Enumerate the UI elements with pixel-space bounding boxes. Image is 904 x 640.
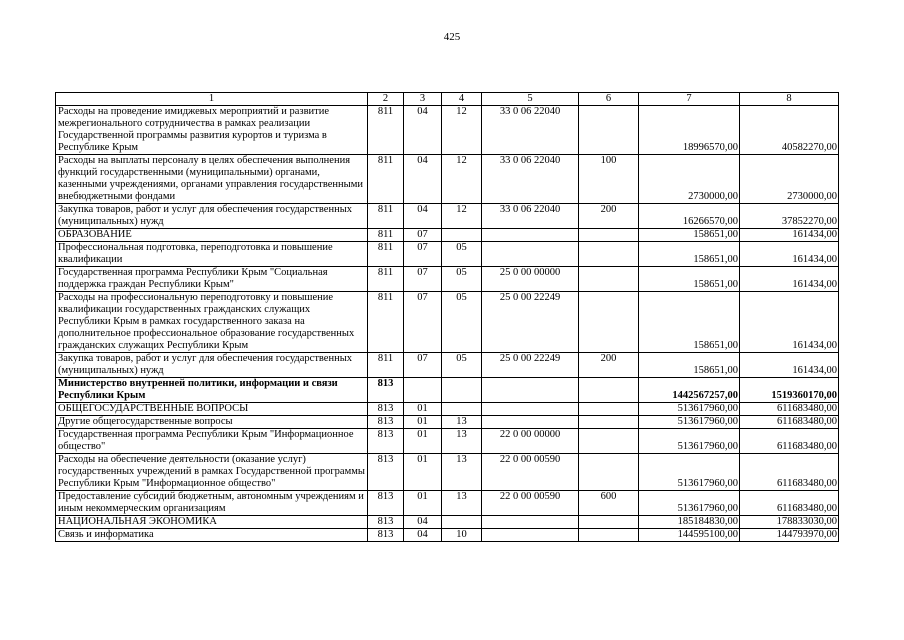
page-number: 425: [443, 31, 461, 43]
row-subsection-code: 12: [442, 204, 482, 229]
row-amount-year-1: 158651,00: [639, 229, 740, 242]
table-row: [56, 106, 839, 155]
table-row: [56, 242, 839, 267]
row-amount-year-2: 611683480,00: [740, 403, 839, 416]
row-ministry-code: 811: [368, 242, 404, 267]
row-amount-year-2: 161434,00: [740, 267, 839, 292]
row-amount-year-2: 161434,00: [740, 292, 839, 353]
row-ministry-code: 813: [368, 403, 404, 416]
row-ministry-code: 811: [368, 353, 404, 378]
row-target-article: 33 0 06 22040: [482, 204, 579, 229]
row-name: ОБЩЕГОСУДАРСТВЕННЫЕ ВОПРОСЫ: [56, 403, 368, 416]
row-name: Профессиональная подготовка, переподготовка и повышение квалификации: [56, 242, 368, 267]
row-name: Государственная программа Республики Крым "Информационное общество": [56, 429, 368, 454]
table-row: [56, 529, 839, 542]
column-header: 4: [442, 93, 482, 106]
row-amount-year-1: 513617960,00: [639, 416, 740, 429]
row-amount-year-2: 611683480,00: [740, 491, 839, 516]
row-subsection-code: 13: [442, 429, 482, 454]
row-expense-type: [579, 454, 639, 491]
row-amount-year-2: 611683480,00: [740, 429, 839, 454]
table-row: [56, 516, 839, 529]
row-name: Связь и информатика: [56, 529, 368, 542]
table-row: [56, 204, 839, 229]
row-section-code: 07: [404, 353, 442, 378]
table-row: [56, 267, 839, 292]
row-section-code: 04: [404, 204, 442, 229]
row-section-code: [404, 378, 442, 403]
row-amount-year-2: 1519360170,00: [740, 378, 839, 403]
row-subsection-code: 13: [442, 454, 482, 491]
row-amount-year-1: 18996570,00: [639, 106, 740, 155]
row-target-article: 25 0 00 22249: [482, 353, 579, 378]
column-header: 5: [482, 93, 579, 106]
row-target-article: 25 0 00 00000: [482, 267, 579, 292]
table-row: [56, 429, 839, 454]
row-section-code: 04: [404, 516, 442, 529]
row-target-article: 25 0 00 22249: [482, 292, 579, 353]
row-name: Предоставление субсидий бюджетным, автономным учреждениям и иным некоммерческим организациям: [56, 491, 368, 516]
row-section-code: 01: [404, 403, 442, 416]
row-section-code: 04: [404, 106, 442, 155]
row-subsection-code: 05: [442, 353, 482, 378]
row-ministry-code: 813: [368, 516, 404, 529]
row-amount-year-1: 158651,00: [639, 292, 740, 353]
row-expense-type: 600: [579, 491, 639, 516]
row-amount-year-2: 161434,00: [740, 353, 839, 378]
row-ministry-code: 813: [368, 429, 404, 454]
row-section-code: 07: [404, 229, 442, 242]
column-header: 6: [579, 93, 639, 106]
row-name: Другие общегосударственные вопросы: [56, 416, 368, 429]
table-row: [56, 292, 839, 353]
row-amount-year-1: 513617960,00: [639, 491, 740, 516]
row-subsection-code: 12: [442, 155, 482, 204]
row-target-article: [482, 229, 579, 242]
row-target-article: [482, 242, 579, 267]
row-target-article: 22 0 00 00000: [482, 429, 579, 454]
row-target-article: 33 0 06 22040: [482, 106, 579, 155]
row-amount-year-1: 158651,00: [639, 353, 740, 378]
row-ministry-code: 811: [368, 292, 404, 353]
table-row: [56, 155, 839, 204]
row-name: Закупка товаров, работ и услуг для обеспечения государственных (муниципальных) нужд: [56, 353, 368, 378]
row-amount-year-1: 1442567257,00: [639, 378, 740, 403]
row-name: Министерство внутренней политики, информации и связи Республики Крым: [56, 378, 368, 403]
row-subsection-code: 10: [442, 529, 482, 542]
row-target-article: [482, 403, 579, 416]
row-subsection-code: 13: [442, 491, 482, 516]
row-subsection-code: 05: [442, 292, 482, 353]
row-expense-type: [579, 429, 639, 454]
table-row: [56, 491, 839, 516]
row-amount-year-1: 144595100,00: [639, 529, 740, 542]
row-amount-year-1: 513617960,00: [639, 454, 740, 491]
row-name: ОБРАЗОВАНИЕ: [56, 229, 368, 242]
column-header: 1: [56, 93, 368, 106]
row-section-code: 04: [404, 529, 442, 542]
row-expense-type: [579, 267, 639, 292]
row-name: Расходы на профессиональную переподготовку и повышение квалификации государственных гражданских служащих Республики Крым в рамках государственного заказа на дополнительное профессиональное образование государственных гражданских служащих Республики Крым: [56, 292, 368, 353]
row-section-code: 01: [404, 429, 442, 454]
budget-table: [55, 92, 839, 542]
row-amount-year-2: 2730000,00: [740, 155, 839, 204]
table-row: [56, 353, 839, 378]
row-target-article: [482, 529, 579, 542]
row-subsection-code: 12: [442, 106, 482, 155]
row-amount-year-1: 158651,00: [639, 267, 740, 292]
header-row: [56, 93, 839, 106]
row-ministry-code: 811: [368, 229, 404, 242]
row-name: Расходы на проведение имиджевых мероприятий и развитие межрегионального сотрудничества в рамках реализации Государственной программы развития курортов и туризма в Республике Крым: [56, 106, 368, 155]
row-ministry-code: 813: [368, 416, 404, 429]
row-ministry-code: 811: [368, 267, 404, 292]
row-subsection-code: [442, 229, 482, 242]
column-header: 7: [639, 93, 740, 106]
row-expense-type: [579, 416, 639, 429]
row-expense-type: [579, 378, 639, 403]
row-amount-year-1: 513617960,00: [639, 403, 740, 416]
row-ministry-code: 813: [368, 454, 404, 491]
row-subsection-code: 05: [442, 242, 482, 267]
row-section-code: 01: [404, 491, 442, 516]
table-row: [56, 229, 839, 242]
row-section-code: 01: [404, 416, 442, 429]
row-amount-year-2: 37852270,00: [740, 204, 839, 229]
row-subsection-code: [442, 403, 482, 416]
row-expense-type: [579, 242, 639, 267]
row-section-code: 07: [404, 292, 442, 353]
row-subsection-code: 13: [442, 416, 482, 429]
row-expense-type: [579, 292, 639, 353]
row-expense-type: [579, 403, 639, 416]
row-ministry-code: 811: [368, 155, 404, 204]
row-amount-year-1: 16266570,00: [639, 204, 740, 229]
row-expense-type: [579, 229, 639, 242]
row-target-article: [482, 516, 579, 529]
row-ministry-code: 811: [368, 204, 404, 229]
row-name: Расходы на обеспечение деятельности (оказание услуг) государственных учреждений в рамках Государственной программы Республики Крым "Информационное общество": [56, 454, 368, 491]
row-section-code: 07: [404, 267, 442, 292]
row-name: Расходы на выплаты персоналу в целях обеспечения выполнения функций государственными (муниципальными) органами, казенными учреждениями, органами управления государственными внебюджетными фондами: [56, 155, 368, 204]
row-amount-year-1: 2730000,00: [639, 155, 740, 204]
row-name: Закупка товаров, работ и услуг для обеспечения государственных (муниципальных) нужд: [56, 204, 368, 229]
row-amount-year-2: 40582270,00: [740, 106, 839, 155]
column-header: 8: [740, 93, 839, 106]
row-expense-type: [579, 106, 639, 155]
row-ministry-code: 813: [368, 491, 404, 516]
row-target-article: 22 0 00 00590: [482, 454, 579, 491]
row-amount-year-2: 144793970,00: [740, 529, 839, 542]
row-target-article: [482, 416, 579, 429]
row-expense-type: 200: [579, 204, 639, 229]
row-amount-year-1: 158651,00: [639, 242, 740, 267]
row-amount-year-1: 185184830,00: [639, 516, 740, 529]
row-amount-year-2: 611683480,00: [740, 416, 839, 429]
row-expense-type: [579, 516, 639, 529]
table-row: [56, 403, 839, 416]
row-expense-type: [579, 529, 639, 542]
row-target-article: [482, 378, 579, 403]
row-target-article: 33 0 06 22040: [482, 155, 579, 204]
column-header: 3: [404, 93, 442, 106]
row-ministry-code: 811: [368, 106, 404, 155]
row-amount-year-1: 513617960,00: [639, 429, 740, 454]
row-section-code: 04: [404, 155, 442, 204]
row-name: Государственная программа Республики Крым "Социальная поддержка граждан Республики Крым": [56, 267, 368, 292]
row-name: НАЦИОНАЛЬНАЯ ЭКОНОМИКА: [56, 516, 368, 529]
row-section-code: 01: [404, 454, 442, 491]
row-amount-year-2: 161434,00: [740, 229, 839, 242]
row-expense-type: 100: [579, 155, 639, 204]
row-amount-year-2: 161434,00: [740, 242, 839, 267]
row-subsection-code: [442, 516, 482, 529]
row-expense-type: 200: [579, 353, 639, 378]
table-row: [56, 454, 839, 491]
column-header: 2: [368, 93, 404, 106]
row-amount-year-2: 178833030,00: [740, 516, 839, 529]
row-section-code: 07: [404, 242, 442, 267]
row-ministry-code: 813: [368, 378, 404, 403]
table-row: [56, 378, 839, 403]
row-subsection-code: 05: [442, 267, 482, 292]
row-amount-year-2: 611683480,00: [740, 454, 839, 491]
table-row: [56, 416, 839, 429]
row-target-article: 22 0 00 00590: [482, 491, 579, 516]
row-subsection-code: [442, 378, 482, 403]
row-ministry-code: 813: [368, 529, 404, 542]
